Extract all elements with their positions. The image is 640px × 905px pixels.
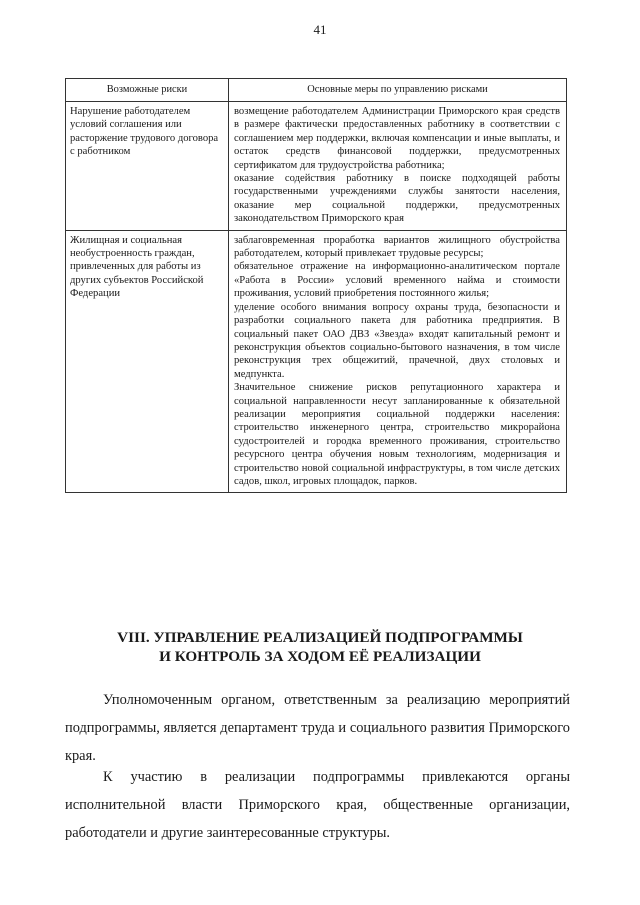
risk-cell: Жилищная и социальная необустроенность граждан, привлеченных для работы из других субъектов Российской Федерации [66,230,229,493]
header-risks: Возможные риски [66,79,229,102]
measures-cell [229,230,567,493]
body-paragraph: К участию в реализации подпрограммы привлекаются органы исполнительной власти Приморского края, общественные организации, работодатели и другие заинтересованные структуры. [65,769,570,841]
section-heading [0,628,640,666]
table-header-row [66,79,567,102]
measure-item: Значительное снижение рисков репутационного характера и социальной направленности несут запланированные к обязательной реализации мероприятия социальной поддержки населения: строительство инженерного центра, строительство микрорайона судостроителей и городка временного проживания, строительство ресурсного центра обучения новым технологиям, модернизация и строительство новой социальной инфраструктуры, в том числе детских садов, школ, игровых площадок, парков. [234,382,560,487]
risk-cell: Нарушение работодателем условий соглашения или расторжение трудового договора с работником [66,102,229,231]
table-row [66,230,567,493]
measures-cell [229,102,567,231]
table-row [66,102,567,231]
risk-table [65,78,567,493]
measure-item: возмещение работодателем Администрации Приморского края средств в размере фактически предоставленных работнику в соответствии с соглашением мер поддержки, включая компенсации и иные выплаты, и остаток средств финансовой поддержки, предусмотренных сертификатом для трудоустройства работника; [234,106,560,171]
header-measures: Основные меры по управлению рисками [229,79,567,102]
body-paragraph: Уполномоченным органом, ответственным за реализацию мероприятий подпрограммы, является департамент труда и социального развития Приморского края. [65,692,570,764]
measure-item: обязательное отражение на информационно-аналитическом портале «Работа в России» условий временного найма и стоимости проживания, условий приобретения постоянного жилья; [234,261,560,300]
measure-item: уделение особого внимания вопросу охраны труда, безопасности и разработки социального пакета для работника предприятия. В социальный пакет ОАО ДВЗ «Звезда» входят капитальный ремонт и реконструкция объектов социально-бытового назначения, в том числе реконструкция трех общежитий, прачечной, двух столовых и медпункта. [234,301,560,380]
page-number: 41 [313,22,327,37]
measure-item: заблаговременная проработка вариантов жилищного обустройства работодателем, который привлекает трудовые ресурсы; [234,234,560,260]
section-title-line-2: И КОНТРОЛЬ ЗА ХОДОМ ЕЁ РЕАЛИЗАЦИИ [159,648,481,665]
measure-item: оказание содействия работнику в поиске подходящей работы государственными учреждениями службы занятости населения, оказание мер социальной поддержки, предусмотренных законодательством Приморского края [234,173,560,225]
section-title-line-1: VIII. УПРАВЛЕНИЕ РЕАЛИЗАЦИЕЙ ПОДПРОГРАММЫ [117,629,523,646]
